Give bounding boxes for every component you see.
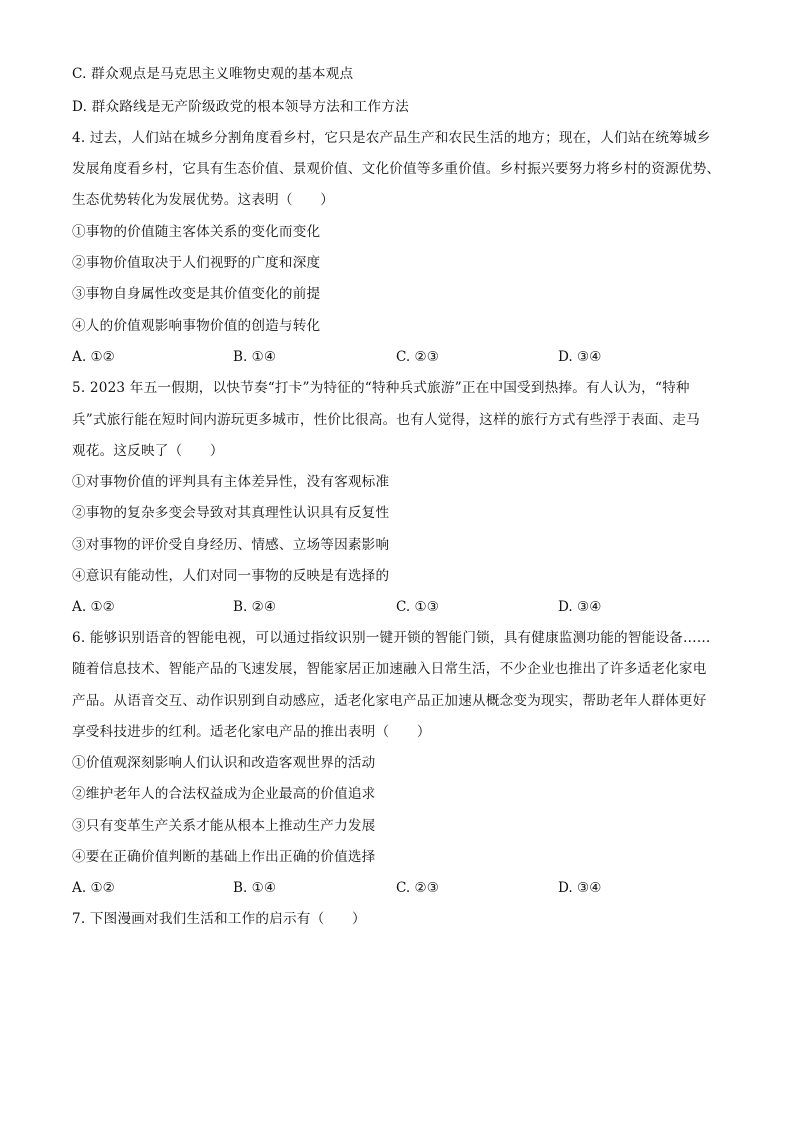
q4-statement-3: ③事物自身属性改变是其价值变化的前提 xyxy=(72,286,321,302)
q6-statement-1: ①价值观深刻影响人们认识和改造客观世界的活动 xyxy=(72,755,376,771)
q6-choices xyxy=(72,878,732,898)
q6-choice-a: A. ①② xyxy=(72,880,115,896)
q5-choice-b: B. ②④ xyxy=(233,599,277,615)
q4-stem-line-2: 发展角度看乡村，它具有生态价值、景观价值、文化价值等多重价值。乡村振兴要努力将乡村的资源优势、 xyxy=(72,161,721,177)
q5-stem-line-2: 兵”式旅行能在短时间内游玩更多城市，性价比很高。也有人觉得，这样的旅行方式有些浮于表面、走马 xyxy=(72,412,700,428)
q6-stem-line-2: 随着信息技术、智能产品的飞速发展，智能家居正加速融入日常生活，不少企业也推出了许多适老化家电 xyxy=(72,661,707,677)
q7-stem: 7. 下图漫画对我们生活和工作的启示有（ ） xyxy=(72,911,366,927)
q6-choice-b: B. ①④ xyxy=(233,880,277,896)
q5-choices xyxy=(72,597,732,617)
q3-option-d: D. 群众路线是无产阶级政党的根本领导方法和工作方法 xyxy=(72,99,409,115)
q5-statement-3: ③对事物的评价受自身经历、情感、立场等因素影响 xyxy=(72,537,390,553)
q6-statement-3: ③只有变革生产关系才能从根本上推动生产力发展 xyxy=(72,818,376,834)
q4-stem-line-1: 4. 过去，人们站在城乡分割角度看乡村，它只是农产品生产和农民生活的地方；现在，人们站在统筹城乡 xyxy=(72,130,711,146)
q6-statement-2: ②维护老年人的合法权益成为企业最高的价值追求 xyxy=(72,786,376,802)
q3-option-c: C. 群众观点是马克思主义唯物史观的基本观点 xyxy=(72,66,354,82)
q5-choice-c: C. ①③ xyxy=(396,599,439,615)
q6-stem-line-4: 享受科技进步的红利。适老化家电产品的推出表明（ ） xyxy=(72,724,431,740)
q4-statement-1: ①事物的价值随主客体关系的变化而变化 xyxy=(72,224,321,240)
q4-statement-2: ②事物价值取决于人们视野的广度和深度 xyxy=(72,255,321,271)
q5-stem-line-1: 5. 2023 年五一假期，以快节奏“打卡”为特征的“特种兵式旅游”正在中国受到热捧。有人认为，“特种 xyxy=(72,380,690,396)
q5-stem-line-3: 观花。这反映了（ ） xyxy=(72,443,224,459)
q6-stem-line-3: 产品。从语音交互、动作识别到自动感应，适老化家电产品正加速从概念变为现实，帮助老年人群体更好 xyxy=(72,693,707,709)
q6-choice-c: C. ②③ xyxy=(396,880,439,896)
q4-stem-line-3: 生态优势转化为发展优势。这表明（ ） xyxy=(72,192,335,208)
q4-choice-c: C. ②③ xyxy=(396,349,439,365)
q5-statement-2: ②事物的复杂多变会导致对其真理性认识具有反复性 xyxy=(72,505,390,521)
q6-statement-4: ④要在正确价值判断的基础上作出正确的价值选择 xyxy=(72,849,376,865)
q5-choice-a: A. ①② xyxy=(72,599,115,615)
q4-statement-4: ④人的价值观影响事物价值的创造与转化 xyxy=(72,318,321,334)
q5-statement-1: ①对事物价值的评判具有主体差异性，没有客观标准 xyxy=(72,474,390,490)
q6-stem-line-1: 6. 能够识别语音的智能电视，可以通过指纹识别一键开锁的智能门锁，具有健康监测功能的智能设备…… xyxy=(72,630,711,646)
q4-choice-a: A. ①② xyxy=(72,349,115,365)
q4-choice-d: D. ③④ xyxy=(558,349,602,365)
q5-choice-d: D. ③④ xyxy=(558,599,602,615)
q4-choices xyxy=(72,347,732,367)
q6-choice-d: D. ③④ xyxy=(558,880,602,896)
q4-choice-b: B. ①④ xyxy=(233,349,277,365)
q5-statement-4: ④意识有能动性，人们对同一事物的反映是有选择的 xyxy=(72,568,390,584)
